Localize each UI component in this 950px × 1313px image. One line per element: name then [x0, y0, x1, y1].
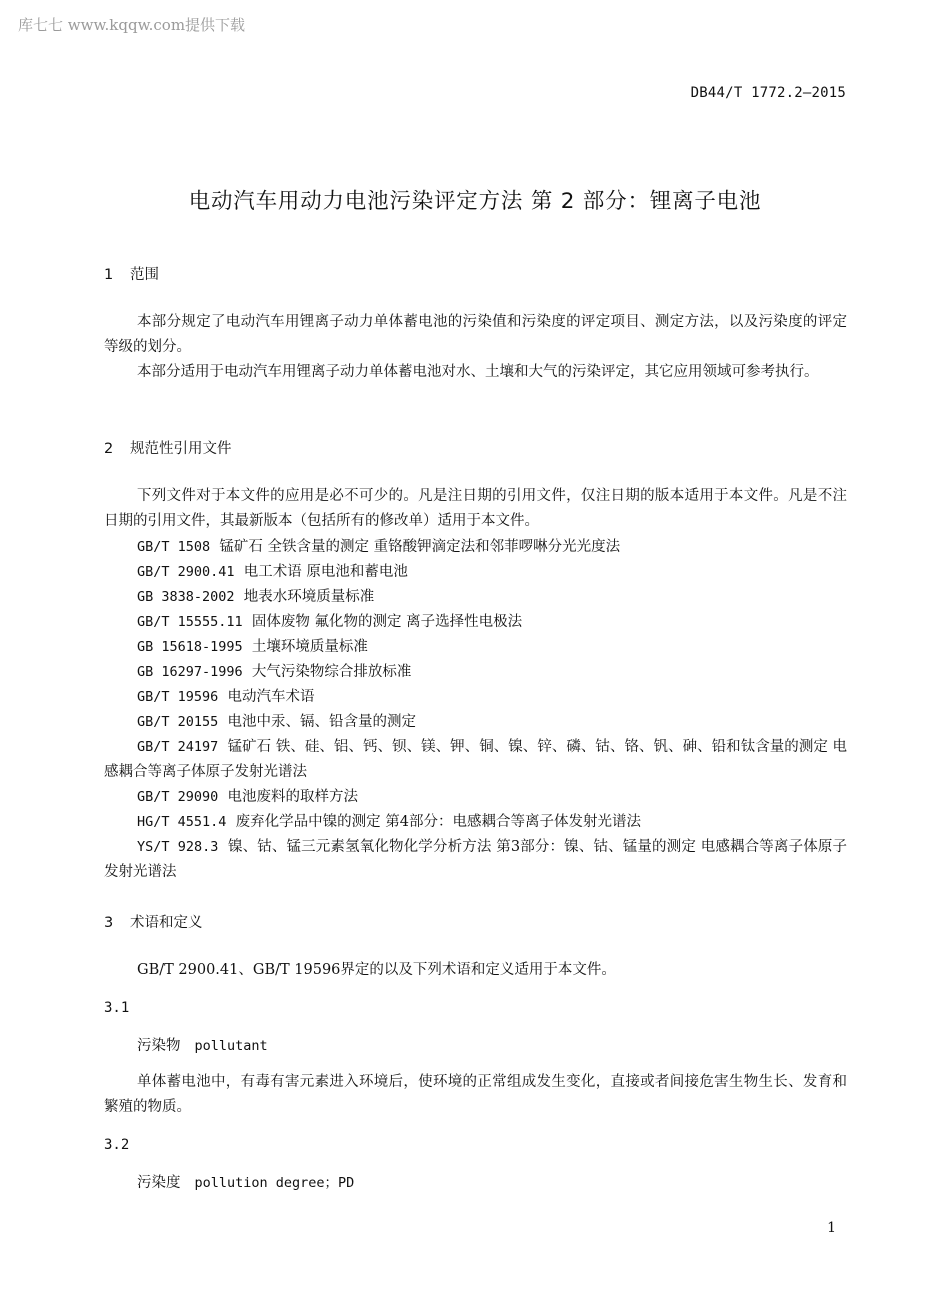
- reference-title: 固体废物 氟化物的测定 离子选择性电极法: [251, 614, 523, 630]
- reference-title: 电工术语 原电池和蓄电池: [243, 564, 408, 580]
- reference-title: 电动汽车术语: [227, 689, 315, 705]
- page-number: 1: [827, 1220, 836, 1236]
- term-number: 3.2: [104, 1137, 130, 1153]
- reference-item: [137, 535, 620, 556]
- reference-item: [137, 810, 641, 831]
- scope-paragraph-2: 本部分适用于电动汽车用锂离子动力单体蓄电池对水、土壤和大气的污染评定，其它应用领域可参考执行。: [137, 364, 819, 380]
- reference-title: 土壤环境质量标准: [251, 639, 368, 655]
- references-intro: 下列文件对于本文件的应用是必不可少的。凡是注日期的引用文件，仅注日期的版本适用于本文件。凡是不注日期的引用文件，其最新版本（包括所有的修改单）适用于本文件。: [104, 488, 847, 529]
- section-number: 2: [104, 441, 114, 457]
- reference-code: GB/T 15555.11: [137, 614, 243, 630]
- term-en: pollutant: [194, 1038, 268, 1054]
- reference-item: [137, 685, 315, 706]
- reference-item: [137, 610, 522, 631]
- section-title: 规范性引用文件: [130, 441, 232, 457]
- reference-item: [137, 560, 408, 581]
- reference-title: 锰矿石 铁、硅、铝、钙、钡、镁、钾、铜、镍、锌、磷、钴、铬、钒、砷、铅和钛含量的测定 电感耦合等离子体原子发射光谱法: [104, 739, 848, 780]
- reference-code: GB/T 1508: [137, 539, 211, 555]
- reference-item: [137, 635, 368, 656]
- reference-title: 废弃化学品中镍的测定 第4部分：电感耦合等离子体发射光谱法: [235, 814, 641, 830]
- section-3-heading: [104, 911, 203, 932]
- reference-item: [137, 585, 374, 606]
- reference-code: GB/T 29090: [137, 789, 219, 805]
- document-title: 电动汽车用动力电池污染评定方法 第 2 部分：锂离子电池: [188, 189, 762, 214]
- section-title: 术语和定义: [130, 915, 203, 931]
- scope-paragraph-1: 本部分规定了电动汽车用锂离子动力单体蓄电池的污染值和污染度的评定项目、测定方法，以及污染度的评定等级的划分。: [104, 314, 847, 355]
- reference-code: GB 3838-2002: [137, 589, 235, 605]
- reference-title: 地表水环境质量标准: [243, 589, 375, 605]
- section-2-heading: [104, 437, 232, 458]
- term-definition: 单体蓄电池中，有毒有害元素进入环境后，使环境的正常组成发生变化，直接或者间接危害生物生长、发育和繁殖的物质。: [104, 1074, 847, 1115]
- section-number: 1: [104, 267, 114, 283]
- reference-code: GB/T 19596: [137, 689, 219, 705]
- reference-code: GB/T 2900.41: [137, 564, 235, 580]
- reference-code: YS/T 928.3: [137, 839, 219, 855]
- reference-item: [137, 710, 416, 731]
- section-1-heading: [104, 263, 159, 284]
- term-zh: 污染度: [137, 1175, 181, 1191]
- reference-title: 锰矿石 全铁含量的测定 重铬酸钾滴定法和邻菲啰啉分光光度法: [219, 539, 621, 555]
- reference-code: HG/T 4551.4: [137, 814, 227, 830]
- term-zh: 污染物: [137, 1038, 181, 1054]
- reference-item: [137, 660, 411, 681]
- reference-code: GB/T 24197: [137, 739, 219, 755]
- term-number: 3.1: [104, 1000, 130, 1016]
- reference-item: [104, 835, 847, 885]
- reference-title: 镍、钴、锰三元素氢氧化物化学分析方法 第3部分：镍、钴、锰量的测定 电感耦合等离子体原子发射光谱法: [104, 839, 847, 880]
- section-number: 3: [104, 915, 114, 931]
- reference-code: GB 16297-1996: [137, 664, 243, 680]
- section-title: 范围: [130, 267, 159, 283]
- document-number: DB44/T 1772.2—2015: [690, 85, 846, 101]
- reference-item: [137, 785, 358, 806]
- terms-intro: GB/T 2900.41、GB/T 19596界定的以及下列术语和定义适用于本文件。: [137, 962, 616, 978]
- reference-title: 大气污染物综合排放标准: [251, 664, 412, 680]
- watermark-text: 库七七 www.kqqw.com提供下载: [18, 16, 246, 34]
- term-heading: [137, 1034, 268, 1055]
- term-en: pollution degree；PD: [194, 1175, 355, 1191]
- reference-code: GB 15618-1995: [137, 639, 243, 655]
- term-heading: [137, 1171, 354, 1192]
- reference-item: [104, 735, 847, 785]
- reference-code: GB/T 20155: [137, 714, 219, 730]
- reference-title: 电池中汞、镉、铅含量的测定: [227, 714, 416, 730]
- reference-title: 电池废料的取样方法: [227, 789, 358, 805]
